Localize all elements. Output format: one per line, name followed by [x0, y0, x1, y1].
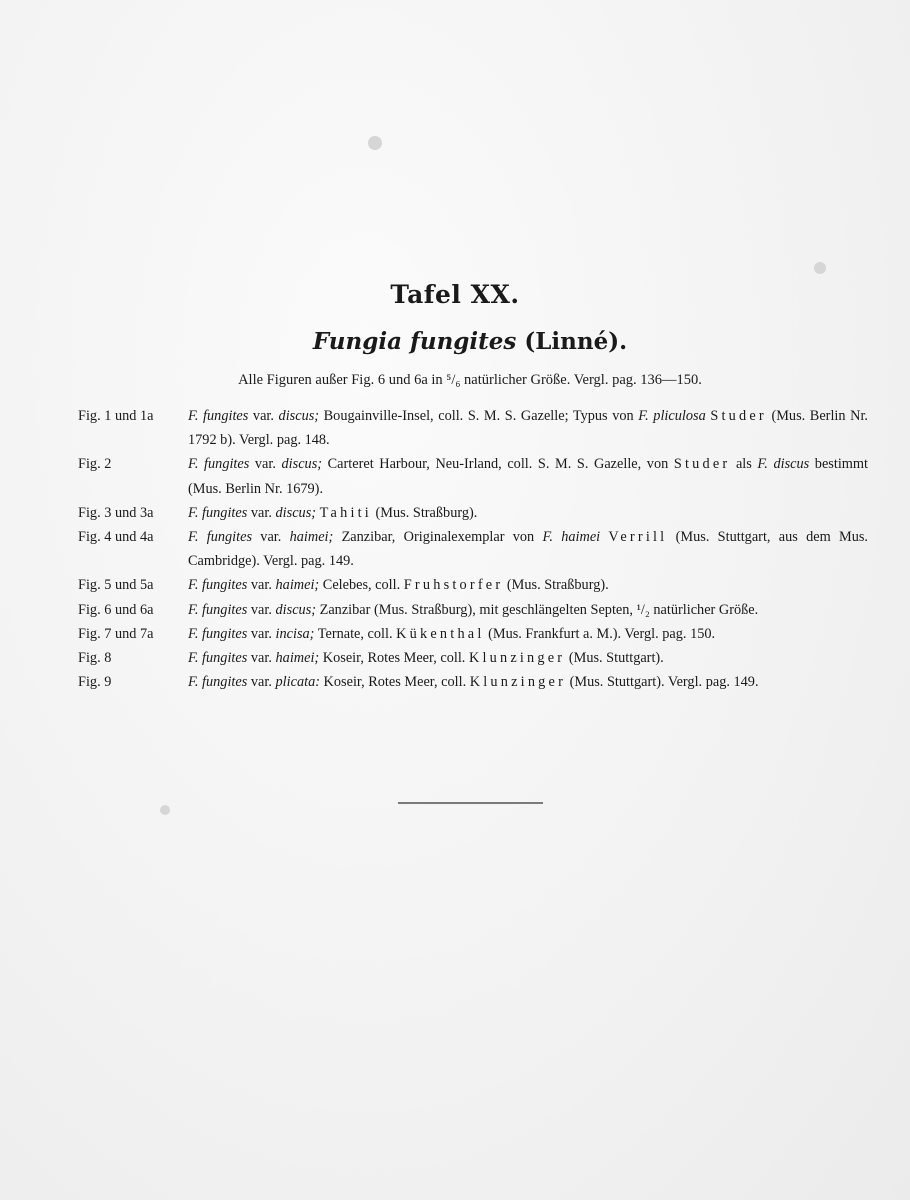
figure-label: Fig. 5 und 5a [78, 577, 154, 594]
figure-entry [78, 404, 868, 452]
text-fragment: var. [247, 577, 276, 594]
text-fragment: (Mus. Straßburg). [503, 577, 609, 594]
species-name: Fungia fungites [312, 328, 517, 355]
text-fragment: (Mus. Berlin Nr. 1792 b). Vergl. pag. 148. [188, 408, 868, 449]
figure-label: Fig. 9 [78, 674, 112, 691]
figure-entry [78, 452, 868, 500]
variety-name: incisa; [275, 625, 315, 642]
locality-name: Tahiti [319, 504, 372, 521]
species-ref: F. fungites [188, 674, 248, 691]
text-fragment: Ternate, coll. [314, 625, 397, 642]
figure-entry [78, 622, 868, 646]
text-fragment: var. [249, 456, 282, 473]
figure-list [78, 404, 868, 694]
collector-name: Klunzinger [469, 674, 567, 691]
figure-entry [78, 501, 868, 525]
species-ref: F. fungites [188, 650, 248, 667]
text-fragment: (Mus. Stuttgart). Vergl. pag. 149. [566, 674, 759, 691]
collector-name: Kükenthal [396, 625, 485, 642]
variety-name: haimei; [275, 577, 320, 594]
variety-name: discus; [278, 408, 320, 424]
species-ref: F. pliculosa [638, 408, 706, 424]
figure-label: Fig. 6 und 6a [78, 601, 154, 618]
text-fragment: bestimmt (Mus. Berlin Nr. 1679). [188, 456, 869, 497]
text-fragment: var. [252, 529, 290, 546]
species-ref: F. fungites [188, 504, 248, 521]
figure-description [188, 501, 868, 525]
variety-name: discus; [275, 504, 317, 521]
end-rule [398, 802, 543, 804]
species-ref: F. fungites [188, 577, 248, 594]
figure-entry [78, 525, 868, 573]
text-fragment: (Mus. Frankfurt a. M.). Vergl. pag. 150. [484, 625, 716, 642]
figure-description [188, 573, 868, 597]
species-ref: F. haimei [542, 529, 601, 546]
variety-name: plicata: [275, 674, 320, 691]
paper-speck [160, 805, 170, 815]
text-fragment: var. [247, 625, 276, 642]
text-fragment: Zanzibar (Mus. Straßburg), mit geschlängelten Septen, ¹/₂ natürlicher Größe. [316, 601, 759, 618]
text-fragment: als [730, 456, 758, 473]
species-ref: F. fungites [188, 456, 250, 473]
text-fragment: var. [247, 601, 276, 618]
species-ref: F. fungites [188, 408, 249, 424]
figure-description [188, 452, 868, 500]
text-fragment: var. [247, 504, 276, 521]
species-author: (Linné). [524, 328, 628, 355]
figure-description [188, 598, 868, 622]
variety-name: discus; [281, 456, 323, 473]
text-fragment: Zanzibar, Originalexemplar von [333, 529, 543, 546]
species-ref: F. discus [757, 456, 810, 473]
text-fragment: Koseir, Rotes Meer, coll. [319, 650, 469, 667]
figure-entry [78, 598, 868, 622]
figure-entry [78, 646, 868, 670]
collector-name: Klunzinger [468, 650, 566, 667]
collector-name: Studer [673, 456, 731, 473]
species-ref: F. fungites [188, 529, 253, 546]
figure-label: Fig. 1 und 1a [78, 408, 154, 424]
variety-name: discus; [275, 601, 317, 618]
figure-label: Fig. 4 und 4a [78, 529, 154, 546]
text-fragment: (Mus. Straßburg). [371, 504, 478, 521]
text-fragment: Bougainville-Insel, coll. S. M. S. Gazelle; Typus von [319, 408, 639, 424]
plate-intro: Alle Figuren außer Fig. 6 und 6a in ⁵/₆ natürlicher Größe. Vergl. pag. 136—150. [238, 372, 702, 388]
figure-label: Fig. 7 und 7a [78, 625, 154, 642]
species-ref: F. fungites [188, 625, 248, 642]
text-fragment: Celebes, coll. [319, 577, 404, 594]
author-name: Verrill [608, 529, 668, 546]
collector-name: Fruhstorfer [403, 577, 504, 594]
text-fragment: (Mus. Stuttgart, aus dem Mus. Cambridge). Vergl. pag. 149. [188, 529, 868, 570]
text-fragment: var. [247, 674, 276, 691]
plate-title: Tafel XX. [390, 280, 520, 309]
text-fragment: var. [247, 650, 276, 667]
figure-label: Fig. 3 und 3a [78, 504, 154, 521]
variety-name: haimei; [289, 529, 334, 546]
figure-description [188, 622, 868, 646]
species-title [0, 328, 910, 355]
paper-speck [814, 262, 826, 274]
figure-entry [78, 670, 868, 694]
text-fragment: Carteret Harbour, Neu-Irland, coll. S. M. S. Gazelle, von [322, 456, 674, 473]
figure-label: Fig. 8 [78, 650, 112, 667]
figure-description [188, 525, 868, 573]
figure-label: Fig. 2 [78, 456, 112, 473]
text-fragment: (Mus. Stuttgart). [565, 650, 664, 667]
species-ref: F. fungites [188, 601, 248, 618]
text-fragment: var. [248, 408, 279, 424]
paper-speck [368, 136, 382, 150]
text-fragment: Koseir, Rotes Meer, coll. [319, 674, 470, 691]
collector-name: Studer [710, 408, 767, 424]
figure-description [188, 404, 868, 452]
variety-name: haimei; [275, 650, 320, 667]
figure-description [188, 670, 868, 694]
figure-description [188, 646, 868, 670]
figure-entry [78, 573, 868, 597]
